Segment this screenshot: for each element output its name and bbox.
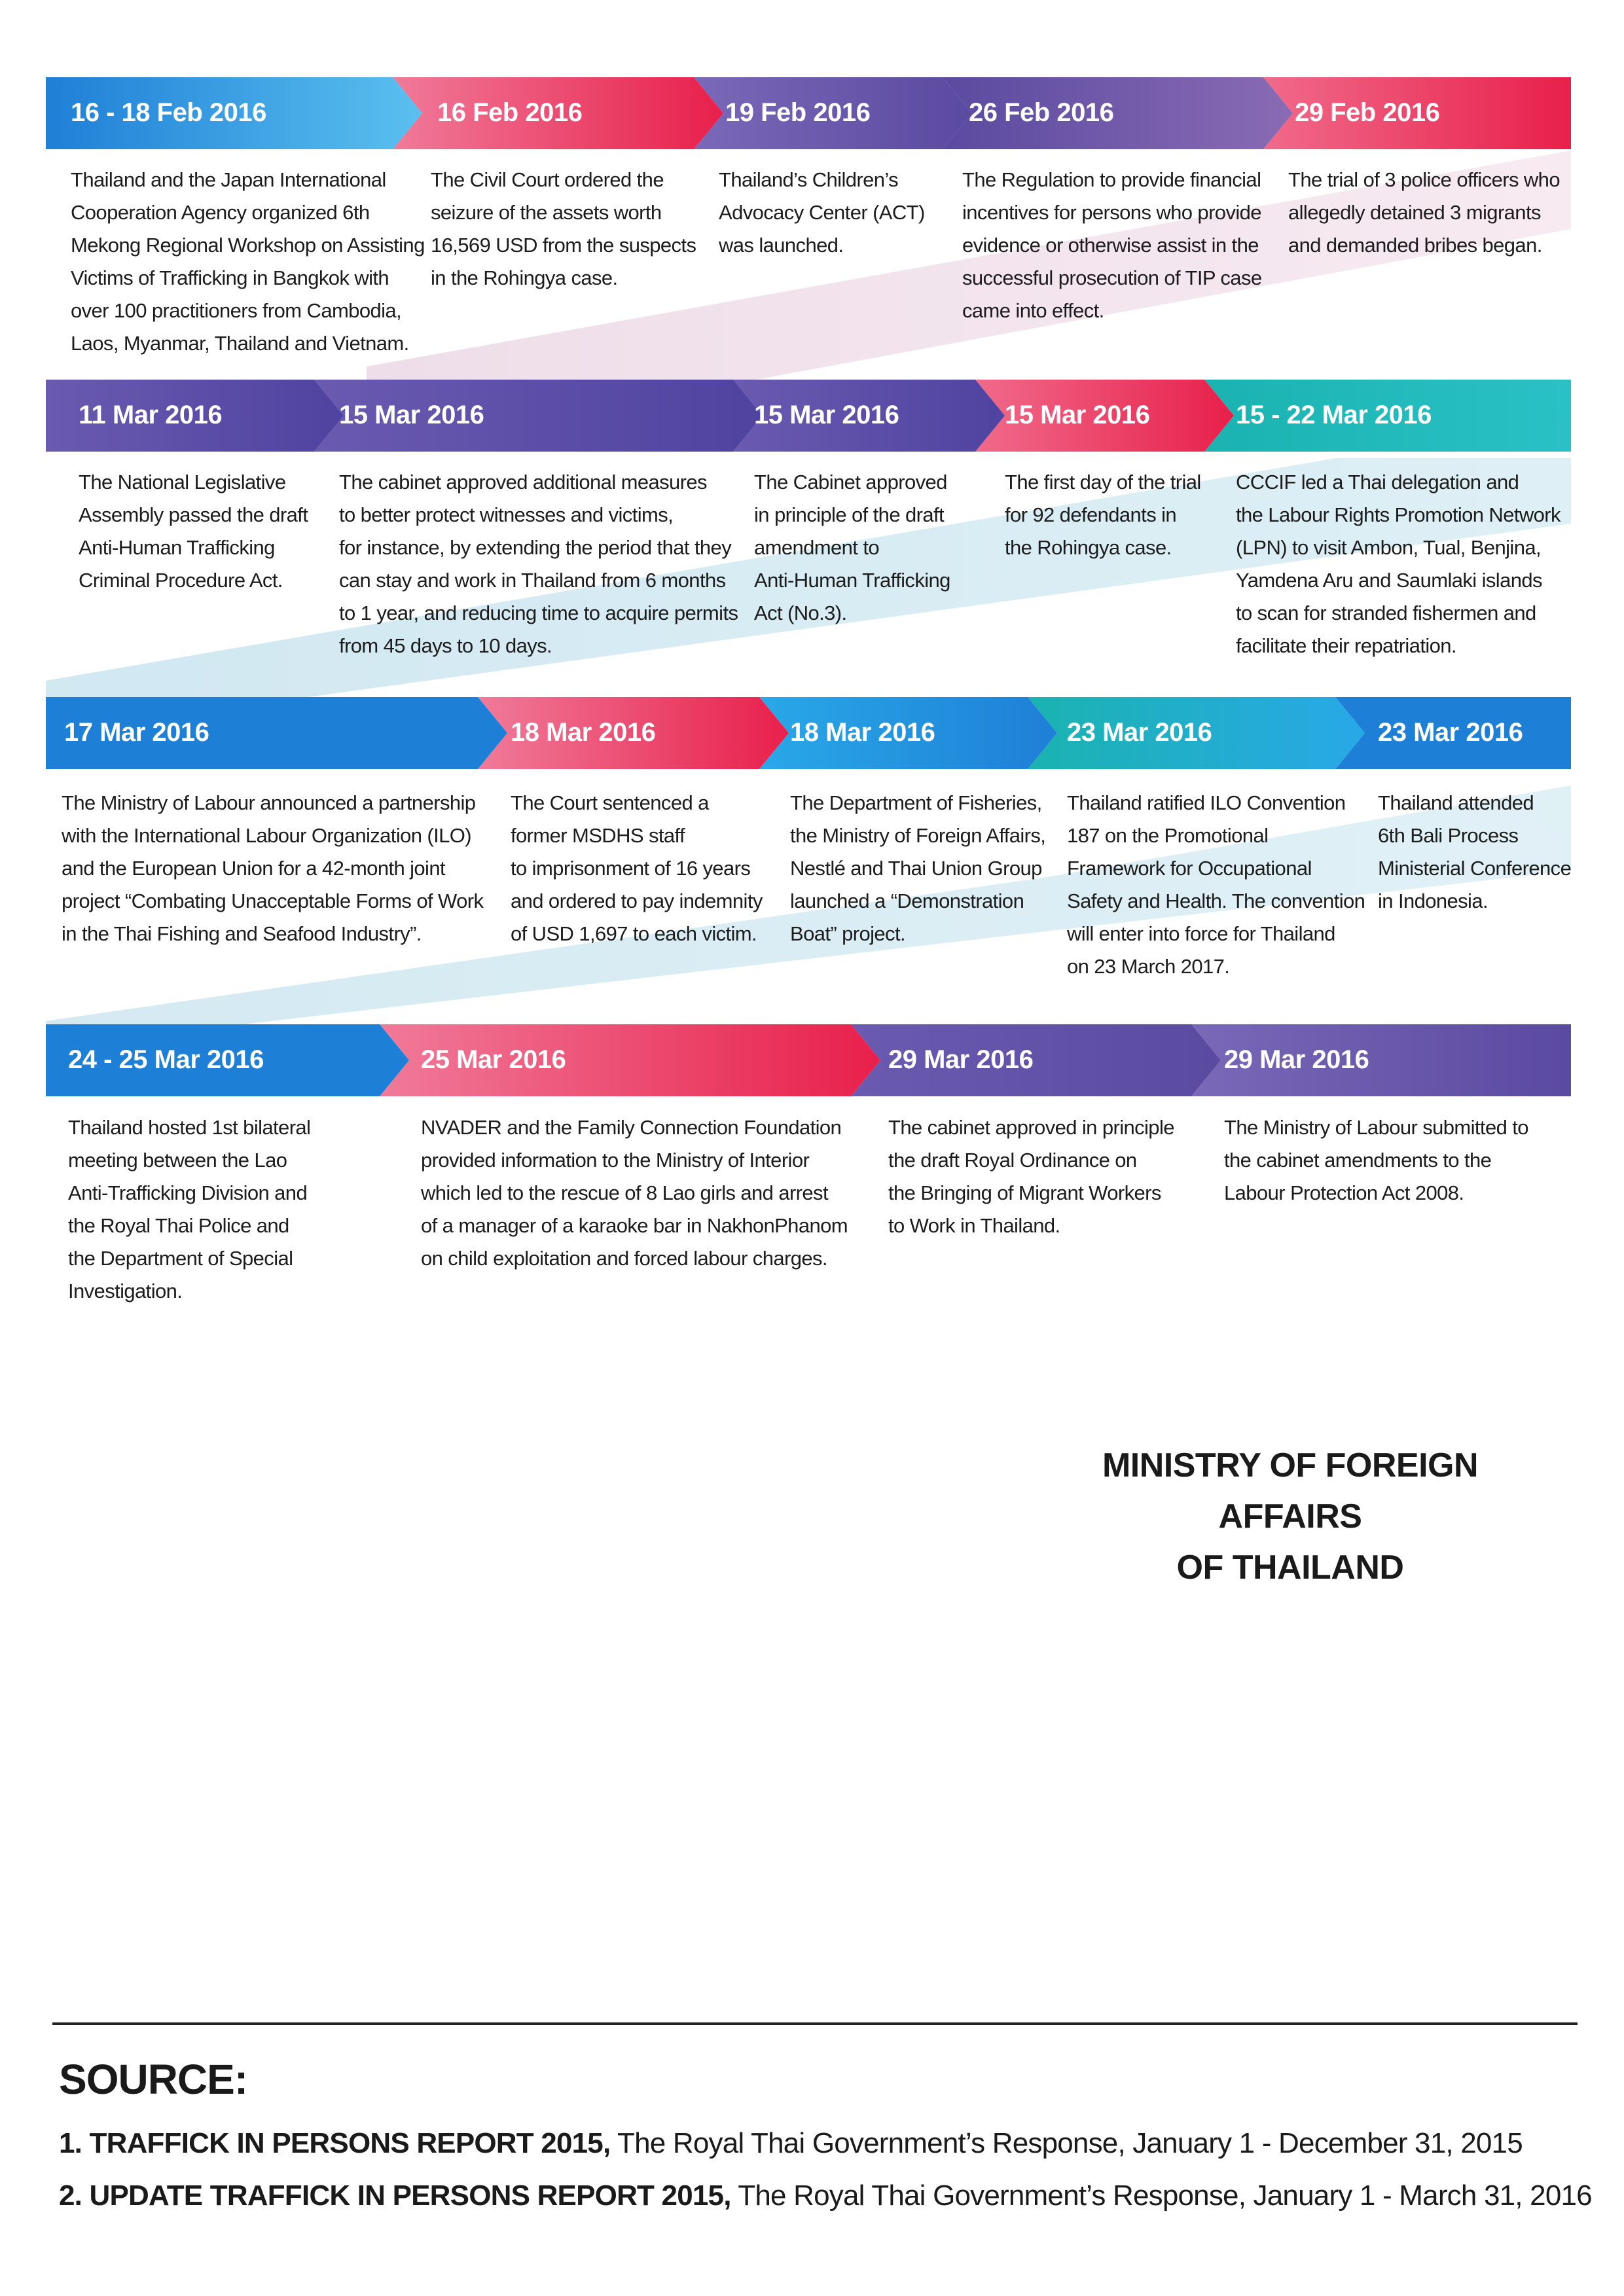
event-description-line: Advocacy Center (ACT) bbox=[719, 201, 925, 224]
event-description bbox=[421, 1111, 853, 1275]
source-divider bbox=[52, 2022, 1578, 2025]
event-description-line: in the Rohingya case. bbox=[431, 266, 618, 289]
event-description-line: and demanded bribes began. bbox=[1288, 234, 1542, 257]
event-description-line: Safety and Health. The convention bbox=[1067, 889, 1365, 912]
event-description-line: can stay and work in Thailand from 6 months bbox=[339, 569, 726, 592]
event-description bbox=[79, 466, 314, 597]
event-description-line: the Rohingya case. bbox=[1005, 536, 1172, 559]
event-description-line: Thailand’s Children’s bbox=[719, 168, 899, 191]
event-description-line: amendment to bbox=[754, 536, 879, 559]
event-description-line: 6th Bali Process bbox=[1378, 824, 1519, 847]
event-description-line: seizure of the assets worth bbox=[431, 201, 662, 224]
event-description-line: for 92 defendants in bbox=[1005, 503, 1177, 526]
event-description bbox=[339, 466, 738, 662]
event-description-line: for instance, by extending the period that they bbox=[339, 536, 732, 559]
event-date: 16 - 18 Feb 2016 bbox=[71, 98, 266, 127]
event-description-line: the Department of Special bbox=[68, 1247, 293, 1270]
event-description-line: The National Legislative bbox=[79, 471, 286, 493]
event-description-line: The Cabinet approved bbox=[754, 471, 947, 493]
event-description bbox=[962, 164, 1270, 327]
event-description-line: The Regulation to provide financial bbox=[962, 168, 1261, 191]
event-description-line: of USD 1,697 to each victim. bbox=[511, 922, 757, 945]
event-description bbox=[511, 787, 772, 950]
event-description-line: facilitate their repatriation. bbox=[1236, 634, 1456, 657]
event-description-line: and the European Union for a 42-month joint bbox=[62, 857, 445, 880]
event-description bbox=[68, 1111, 408, 1308]
event-description-line: Investigation. bbox=[68, 1280, 183, 1302]
event-description-line: Thailand and the Japan International bbox=[71, 168, 386, 191]
event-description-line: Thailand hosted 1st bilateral bbox=[68, 1116, 311, 1139]
event-description-line: to scan for stranded fishermen and bbox=[1236, 601, 1536, 624]
event-description bbox=[754, 466, 970, 630]
source-item-bold: 1. TRAFFICK IN PERSONS REPORT 2015, bbox=[59, 2127, 611, 2159]
event-description bbox=[1236, 466, 1570, 662]
event-description bbox=[71, 164, 437, 360]
event-date: 15 Mar 2016 bbox=[1005, 401, 1150, 429]
event-description-line: project “Combating Unacceptable Forms of Work bbox=[62, 889, 484, 912]
event-description-line: Boat” project. bbox=[790, 922, 905, 945]
event-description-line: 16,569 USD from the suspects bbox=[431, 234, 696, 257]
event-description bbox=[1067, 787, 1365, 983]
event-description-line: The Civil Court ordered the bbox=[431, 168, 664, 191]
event-description-line: incentives for persons who provide bbox=[962, 201, 1261, 224]
event-description bbox=[719, 164, 954, 262]
event-description-line: meeting between the Lao bbox=[68, 1149, 287, 1172]
event-date: 18 Mar 2016 bbox=[790, 718, 935, 747]
event-description bbox=[1288, 164, 1576, 262]
event-description-line: Anti-Human Trafficking bbox=[79, 536, 275, 559]
source-item-text: The Royal Thai Government’s Response, January 1 - December 31, 2015 bbox=[610, 2127, 1523, 2159]
event-description-line: Thailand ratified ILO Convention bbox=[1067, 791, 1346, 814]
event-description-line: Victims of Trafficking in Bangkok with bbox=[71, 266, 389, 289]
event-description-line: on child exploitation and forced labour charges. bbox=[421, 1247, 827, 1270]
event-date: 15 Mar 2016 bbox=[339, 401, 484, 429]
event-date: 23 Mar 2016 bbox=[1378, 718, 1523, 747]
event-description bbox=[62, 787, 484, 950]
event-description-line: Ministerial Conference bbox=[1378, 857, 1572, 880]
event-description-line: former MSDHS staff bbox=[511, 824, 685, 847]
event-date: 17 Mar 2016 bbox=[64, 718, 209, 747]
event-description-line: The trial of 3 police officers who bbox=[1288, 168, 1560, 191]
organization-name-line-2: OF THAILAND bbox=[1176, 1549, 1404, 1587]
event-description-line: NVADER and the Family Connection Foundation bbox=[421, 1116, 842, 1139]
event-description-line: the Royal Thai Police and bbox=[68, 1214, 289, 1237]
event-description-line: Cooperation Agency organized 6th bbox=[71, 201, 370, 224]
event-description-line: in principle of the draft bbox=[754, 503, 945, 526]
event-description-line: Criminal Procedure Act. bbox=[79, 569, 283, 592]
event-date: 19 Feb 2016 bbox=[725, 98, 871, 127]
event-description-line: provided information to the Ministry of Interior bbox=[421, 1149, 810, 1172]
event-date: 29 Mar 2016 bbox=[888, 1045, 1034, 1074]
event-description-line: The cabinet approved in principle bbox=[888, 1116, 1174, 1139]
source-title: SOURCE: bbox=[59, 2056, 248, 2103]
event-date: 16 Feb 2016 bbox=[437, 98, 583, 127]
event-description-line: the Labour Rights Promotion Network bbox=[1236, 503, 1561, 526]
event-description bbox=[1378, 787, 1574, 918]
event-date: 29 Feb 2016 bbox=[1295, 98, 1440, 127]
event-description-line: successful prosecution of TIP case bbox=[962, 266, 1262, 289]
event-description-line: Laos, Myanmar, Thailand and Vietnam. bbox=[71, 332, 409, 355]
event-description-line: Mekong Regional Workshop on Assisting bbox=[71, 234, 425, 257]
event-description bbox=[888, 1111, 1196, 1242]
event-description-line: the Bringing of Migrant Workers bbox=[888, 1181, 1161, 1204]
organization-name-line-1: MINISTRY OF FOREIGN AFFAIRS bbox=[1102, 1446, 1479, 1535]
event-description-line: and ordered to pay indemnity bbox=[511, 889, 763, 912]
event-description-line: 187 on the Promotional bbox=[1067, 824, 1269, 847]
event-description-line: in the Thai Fishing and Seafood Industry”. bbox=[62, 922, 422, 945]
event-description-line: to imprisonment of 16 years bbox=[511, 857, 751, 880]
event-description-line: from 45 days to 10 days. bbox=[339, 634, 552, 657]
source-item bbox=[59, 2179, 1592, 2212]
event-date: 26 Feb 2016 bbox=[969, 98, 1114, 127]
event-date: 24 - 25 Mar 2016 bbox=[68, 1045, 264, 1074]
event-description-line: Thailand attended bbox=[1378, 791, 1534, 814]
event-description-line: allegedly detained 3 migrants bbox=[1288, 201, 1541, 224]
source-item bbox=[59, 2127, 1523, 2160]
event-description-line: to better protect witnesses and victims, bbox=[339, 503, 674, 526]
event-description-line: Act (No.3). bbox=[754, 601, 847, 624]
event-description-line: (LPN) to visit Ambon, Tual, Benjina, bbox=[1236, 536, 1542, 559]
event-description-line: to 1 year, and reducing time to acquire permits bbox=[339, 601, 738, 624]
event-description-line: evidence or otherwise assist in the bbox=[962, 234, 1259, 257]
event-date: 11 Mar 2016 bbox=[79, 401, 223, 429]
event-description-line: The Ministry of Labour submitted to bbox=[1224, 1116, 1528, 1139]
event-description-line: on 23 March 2017. bbox=[1067, 955, 1230, 978]
event-description-line: Anti-Trafficking Division and bbox=[68, 1181, 308, 1204]
event-description-line: came into effect. bbox=[962, 299, 1104, 322]
event-date: 23 Mar 2016 bbox=[1067, 718, 1212, 747]
event-description-line: the Ministry of Foreign Affairs, bbox=[790, 824, 1046, 847]
source-item-text: The Royal Thai Government’s Response, January 1 - March 31, 2016 bbox=[731, 2179, 1592, 2212]
event-description bbox=[1005, 466, 1214, 564]
event-description-line: will enter into force for Thailand bbox=[1067, 922, 1335, 945]
event-description-line: The cabinet approved additional measures bbox=[339, 471, 707, 493]
event-date: 18 Mar 2016 bbox=[511, 718, 656, 747]
event-description-line: The Court sentenced a bbox=[511, 791, 709, 814]
event-description-line: of a manager of a karaoke bar in NakhonPhanom bbox=[421, 1214, 848, 1237]
event-description bbox=[790, 787, 1052, 950]
event-description-line: The first day of the trial bbox=[1005, 471, 1201, 493]
event-description-line: the draft Royal Ordinance on bbox=[888, 1149, 1137, 1172]
event-description-line: Anti-Human Trafficking bbox=[754, 569, 950, 592]
event-description-line: The Department of Fisheries, bbox=[790, 791, 1042, 814]
event-description-line: which led to the rescue of 8 Lao girls and arrest bbox=[421, 1181, 828, 1204]
event-description-line: Yamdena Aru and Saumlaki islands bbox=[1236, 569, 1542, 592]
source-item-bold: 2. UPDATE TRAFFICK IN PERSONS REPORT 2015, bbox=[59, 2179, 731, 2212]
event-description bbox=[431, 164, 706, 295]
event-description-line: with the International Labour Organization (ILO) bbox=[62, 824, 472, 847]
event-date: 29 Mar 2016 bbox=[1224, 1045, 1369, 1074]
event-date: 15 Mar 2016 bbox=[754, 401, 899, 429]
event-date: 15 - 22 Mar 2016 bbox=[1236, 401, 1432, 429]
event-description-line: Labour Protection Act 2008. bbox=[1224, 1181, 1464, 1204]
event-description bbox=[1224, 1111, 1571, 1210]
event-description-line: Nestlé and Thai Union Group bbox=[790, 857, 1042, 880]
event-description-line: to Work in Thailand. bbox=[888, 1214, 1060, 1237]
event-description-line: over 100 practitioners from Cambodia, bbox=[71, 299, 402, 322]
event-description-line: in Indonesia. bbox=[1378, 889, 1488, 912]
event-description-line: Assembly passed the draft bbox=[79, 503, 308, 526]
event-description-line: launched a “Demonstration bbox=[790, 889, 1024, 912]
organization-name bbox=[1028, 1440, 1552, 1593]
event-date: 25 Mar 2016 bbox=[421, 1045, 566, 1074]
event-description-line: The Ministry of Labour announced a partnership bbox=[62, 791, 476, 814]
event-description-line: CCCIF led a Thai delegation and bbox=[1236, 471, 1519, 493]
event-description-line: the cabinet amendments to the bbox=[1224, 1149, 1492, 1172]
event-description-line: Framework for Occupational bbox=[1067, 857, 1312, 880]
event-description-line: was launched. bbox=[719, 234, 844, 257]
